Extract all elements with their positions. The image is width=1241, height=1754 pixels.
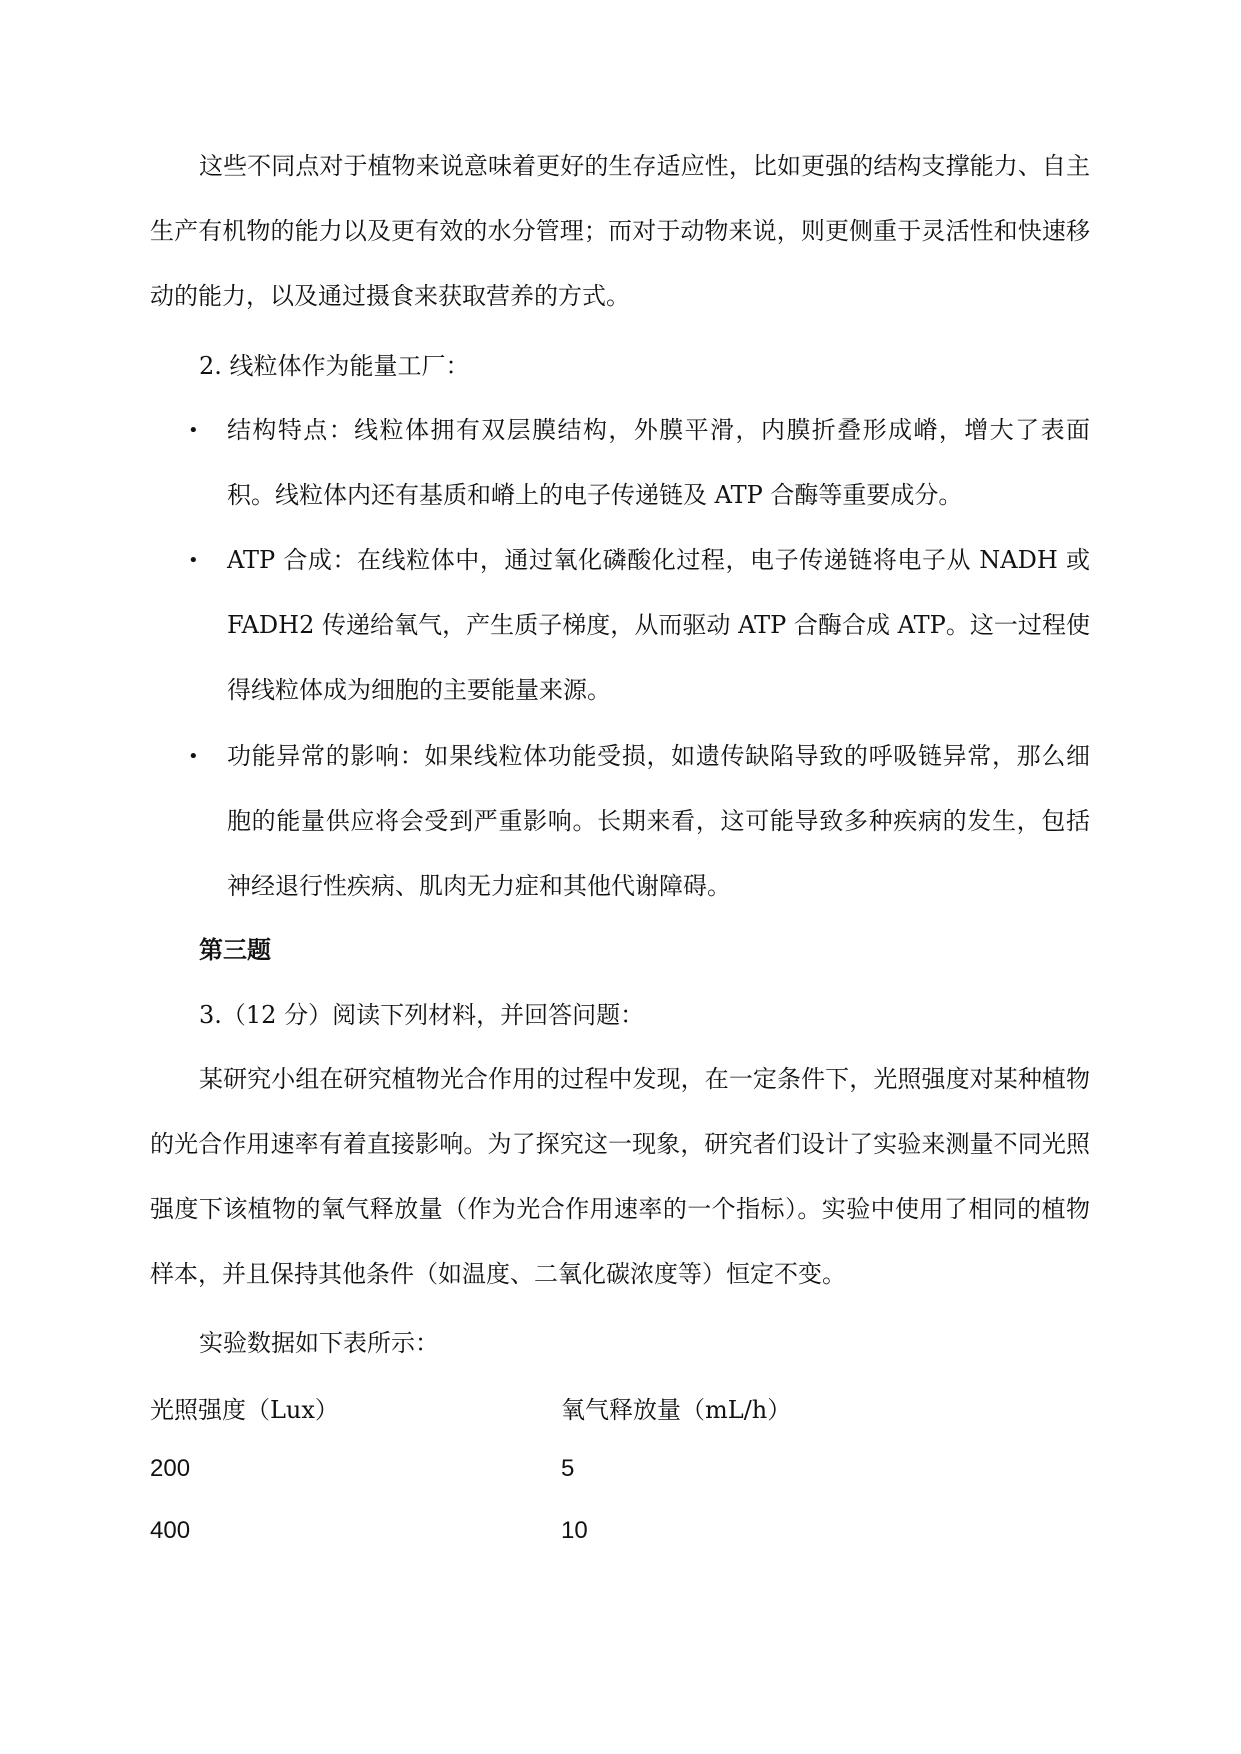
table-row xyxy=(150,1500,1090,1562)
bullet-icon: • xyxy=(188,420,199,441)
bullet-icon: • xyxy=(188,746,199,767)
bullet-text: 结构特点：线粒体拥有双层膜结构，外膜平滑，内膜折叠形成嵴，增大了表面积。线粒体内还有基质和嵴上的电子传递链及 ATP 合酶等重要成分。 xyxy=(227,416,1090,509)
item-heading-mitochondria: 2. 线粒体作为能量工厂： xyxy=(199,352,470,380)
table-cell: 10 xyxy=(561,1517,588,1544)
paragraph-experiment: 某研究小组在研究植物光合作用的过程中发现，在一定条件下，光照强度对某种植物的光合作用速率有着直接影响。为了探究这一现象，研究者们设计了实验来测量不同光照强度下该植物的氧气释放量（作为光合作用速率的一个指标）。实验中使用了相同的植物样本，并且保持其他条件（如温度、二氧化碳浓度等）恒定不变。 xyxy=(150,1065,1090,1288)
bullet-text: 功能异常的影响：如果线粒体功能受损，如遗传缺陷导致的呼吸链异常，那么细胞的能量供应将会受到严重影响。长期来看，这可能导致多种疾病的发生，包括神经退行性疾病、肌肉无力症和其他代谢障碍。 xyxy=(227,742,1090,900)
table-header-oxygen-release: 氧气释放量（mL/h） xyxy=(561,1395,792,1424)
table-cell: 200 xyxy=(150,1455,191,1482)
paragraph-adaptation: 这些不同点对于植物来说意味着更好的生存适应性，比如更强的结构支撑能力、自主生产有机物的能力以及更有效的水分管理；而对于动物来说，则更侧重于灵活性和快速移动的能力，以及通过摄食来获取营养的方式。 xyxy=(150,152,1090,310)
table-row xyxy=(150,1438,1090,1500)
bullet-text: ATP 合成：在线粒体中，通过氧化磷酸化过程，电子传递链将电子从 NADH 或 FADH2 传递给氧气，产生质子梯度，从而驱动 ATP 合酶合成 ATP。这一过程使得线粒体成为细胞的主要能量来源。 xyxy=(227,546,1090,704)
table-header-light-intensity: 光照强度（Lux） xyxy=(150,1395,339,1424)
section-title: 第三题 xyxy=(199,936,271,964)
data-table xyxy=(150,1376,1090,1562)
table-cell: 5 xyxy=(561,1455,575,1482)
table-cell: 400 xyxy=(150,1517,191,1544)
question-line: 3.（12 分）阅读下列材料，并回答问题： xyxy=(199,1001,645,1029)
table-intro: 实验数据如下表所示： xyxy=(199,1329,439,1357)
bullet-icon: • xyxy=(188,550,199,571)
table-header-row xyxy=(150,1376,1090,1438)
